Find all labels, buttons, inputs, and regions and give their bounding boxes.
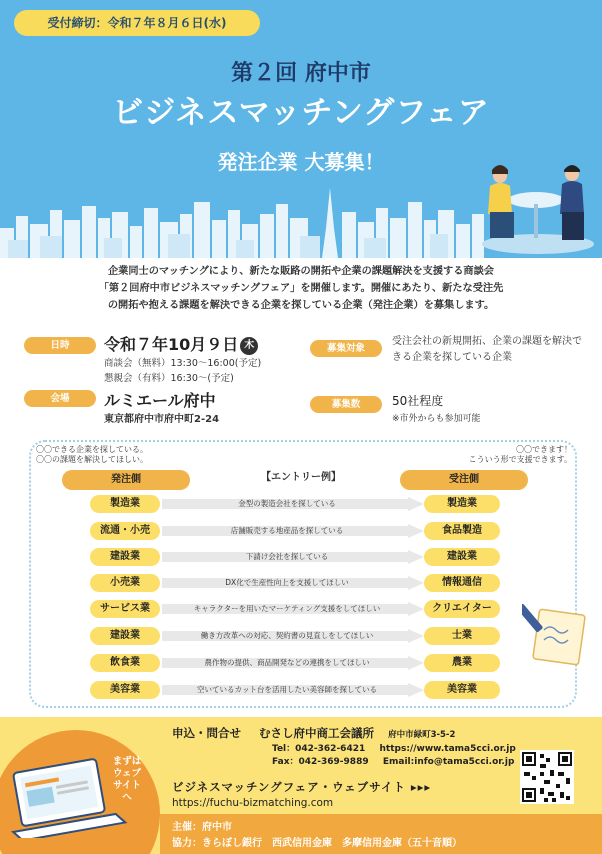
entry-row: [0, 654, 602, 672]
entry-description: キャラクターを用いたマーケティング支援をしてほしい: [193, 604, 381, 613]
receive-industry: 情報通信: [424, 574, 500, 592]
edition-title: 第２回 府中市: [231, 61, 371, 86]
entry-row: [0, 600, 602, 618]
page-subtitle: 発注企業 大募集！: [217, 150, 385, 174]
target-label: 募集対象: [310, 340, 382, 357]
entry-row: [0, 495, 602, 513]
contact-details: [272, 743, 516, 769]
venue-label: 会場: [24, 390, 96, 407]
contact-line: [272, 743, 516, 756]
order-industry: 建設業: [90, 548, 160, 566]
contact-heading: [172, 725, 455, 741]
intro-line: の開拓や抱える課題を解決できる企業を探している企業（発注企業）を募集します。: [107, 300, 495, 311]
website-title: ビジネスマッチングフェア・ウェブサイト ▸▸▸: [172, 780, 432, 794]
note-line: 〇〇の課題を解決してほしい。: [36, 455, 148, 464]
receive-side-header: 受注側: [400, 470, 528, 490]
venue-address: 東京都府中市府中町2-24: [104, 414, 220, 425]
order-industry: 飲食業: [90, 654, 160, 672]
date-label: 日時: [24, 337, 96, 354]
entry-example-heading: 【エントリー例】: [261, 472, 341, 483]
order-industry: 小売業: [90, 574, 160, 592]
order-industry: サービス業: [90, 600, 160, 618]
page-title: ビジネスマッチングフェア: [112, 95, 490, 131]
support-line: 協力：きらぼし銀行 西武信用金庫 多摩信用金庫（五十音順）: [172, 838, 462, 849]
entry-row: [0, 522, 602, 540]
entry-description: 働き方改革への対応、契約書の見直しをしてほしい: [200, 631, 374, 640]
contact-address: 府中市緑町3-5-2: [388, 730, 456, 740]
contact-label: 申込・問合せ: [172, 726, 241, 740]
note-line: 〇〇できる企業を探している。: [36, 445, 148, 454]
entry-row: [0, 548, 602, 566]
website-callout: まずはウェブサイトへ: [112, 756, 142, 803]
paper-and-pen-icon: [522, 600, 588, 666]
count-label: 募集数: [310, 396, 382, 413]
receive-industry: 製造業: [424, 495, 500, 513]
receive-industry: 建設業: [424, 548, 500, 566]
receive-industry: 食品製造: [424, 522, 500, 540]
entry-description: 金型の製造会社を探している: [238, 499, 336, 508]
target-text: 受注会社の新規開拓、企業の課題を解決できる企業を探している企業: [392, 336, 582, 363]
web-link[interactable]: https://www.tama5cci.or.jp: [379, 744, 516, 754]
entry-row: [0, 681, 602, 699]
note-line: こういう形で支援できます。: [468, 455, 572, 464]
order-industry: 製造業: [90, 495, 160, 513]
count-note: ※市外からも参加可能: [392, 414, 481, 424]
host-line: 主催：府中市: [172, 822, 232, 833]
entry-description: 店舗販売する地産品を探している: [230, 526, 344, 535]
business-meeting-illustration: [478, 160, 596, 254]
qr-code-icon[interactable]: [520, 750, 574, 804]
note-line: 〇〇できます！: [516, 445, 572, 454]
receive-industry: 美容業: [424, 681, 500, 699]
header-banner: [0, 0, 602, 258]
entry-description: 下請け会社を探している: [245, 552, 329, 561]
order-industry: 美容業: [90, 681, 160, 699]
entry-description: 空いているカット台を活用したい美容師を探している: [197, 685, 377, 694]
entry-row: [0, 627, 602, 645]
deadline-badge: 受付締切：令和７年８月６日(水): [14, 10, 260, 36]
weekday-badge: 木: [240, 337, 258, 355]
order-side-header: 発注側: [62, 470, 190, 490]
entry-description: 農作物の提供、商品開発などの連携をしてほしい: [204, 658, 370, 667]
intro-line: 「第２回府中市ビジネスマッチングフェア」を開催します。開催にあたり、新たな受注先: [98, 283, 504, 294]
receive-industry: 士業: [424, 627, 500, 645]
intro-line: 企業同士のマッチングにより、新たな販路の開拓や企業の課題解決を支援する商談会: [108, 266, 494, 277]
tel-number: Tel：042-362-6421: [272, 744, 366, 754]
website-url[interactable]: https://fuchu-bizmatching.com: [172, 797, 334, 809]
email-link[interactable]: Email:info@tama5cci.or.jp: [382, 757, 515, 767]
meeting-time: 商談会（無料）13:30～16:00(予定): [104, 358, 262, 369]
fax-number: Fax：042-369-9889: [272, 757, 369, 767]
event-date: [104, 332, 258, 355]
receive-industry: クリエイター: [424, 600, 500, 618]
date-text: 令和７年10月９日: [104, 335, 239, 354]
order-industry: 建設業: [90, 627, 160, 645]
receive-side-note: [458, 445, 572, 465]
entry-description: DX化で生産性向上を支援してほしい: [225, 578, 349, 587]
order-side-note: [36, 445, 148, 465]
recruit-count: 50社程度: [392, 394, 444, 408]
party-time: 懇親会（有料）16:30～(予定): [104, 373, 234, 384]
intro-text: [30, 263, 572, 314]
contact-line: [272, 756, 516, 769]
entry-row: [0, 574, 602, 592]
order-industry: 流通・小売: [90, 522, 160, 540]
venue-name: ルミエール府中: [104, 391, 216, 410]
contact-org: むさし府中商工会議所: [259, 726, 375, 740]
receive-industry: 農業: [424, 654, 500, 672]
